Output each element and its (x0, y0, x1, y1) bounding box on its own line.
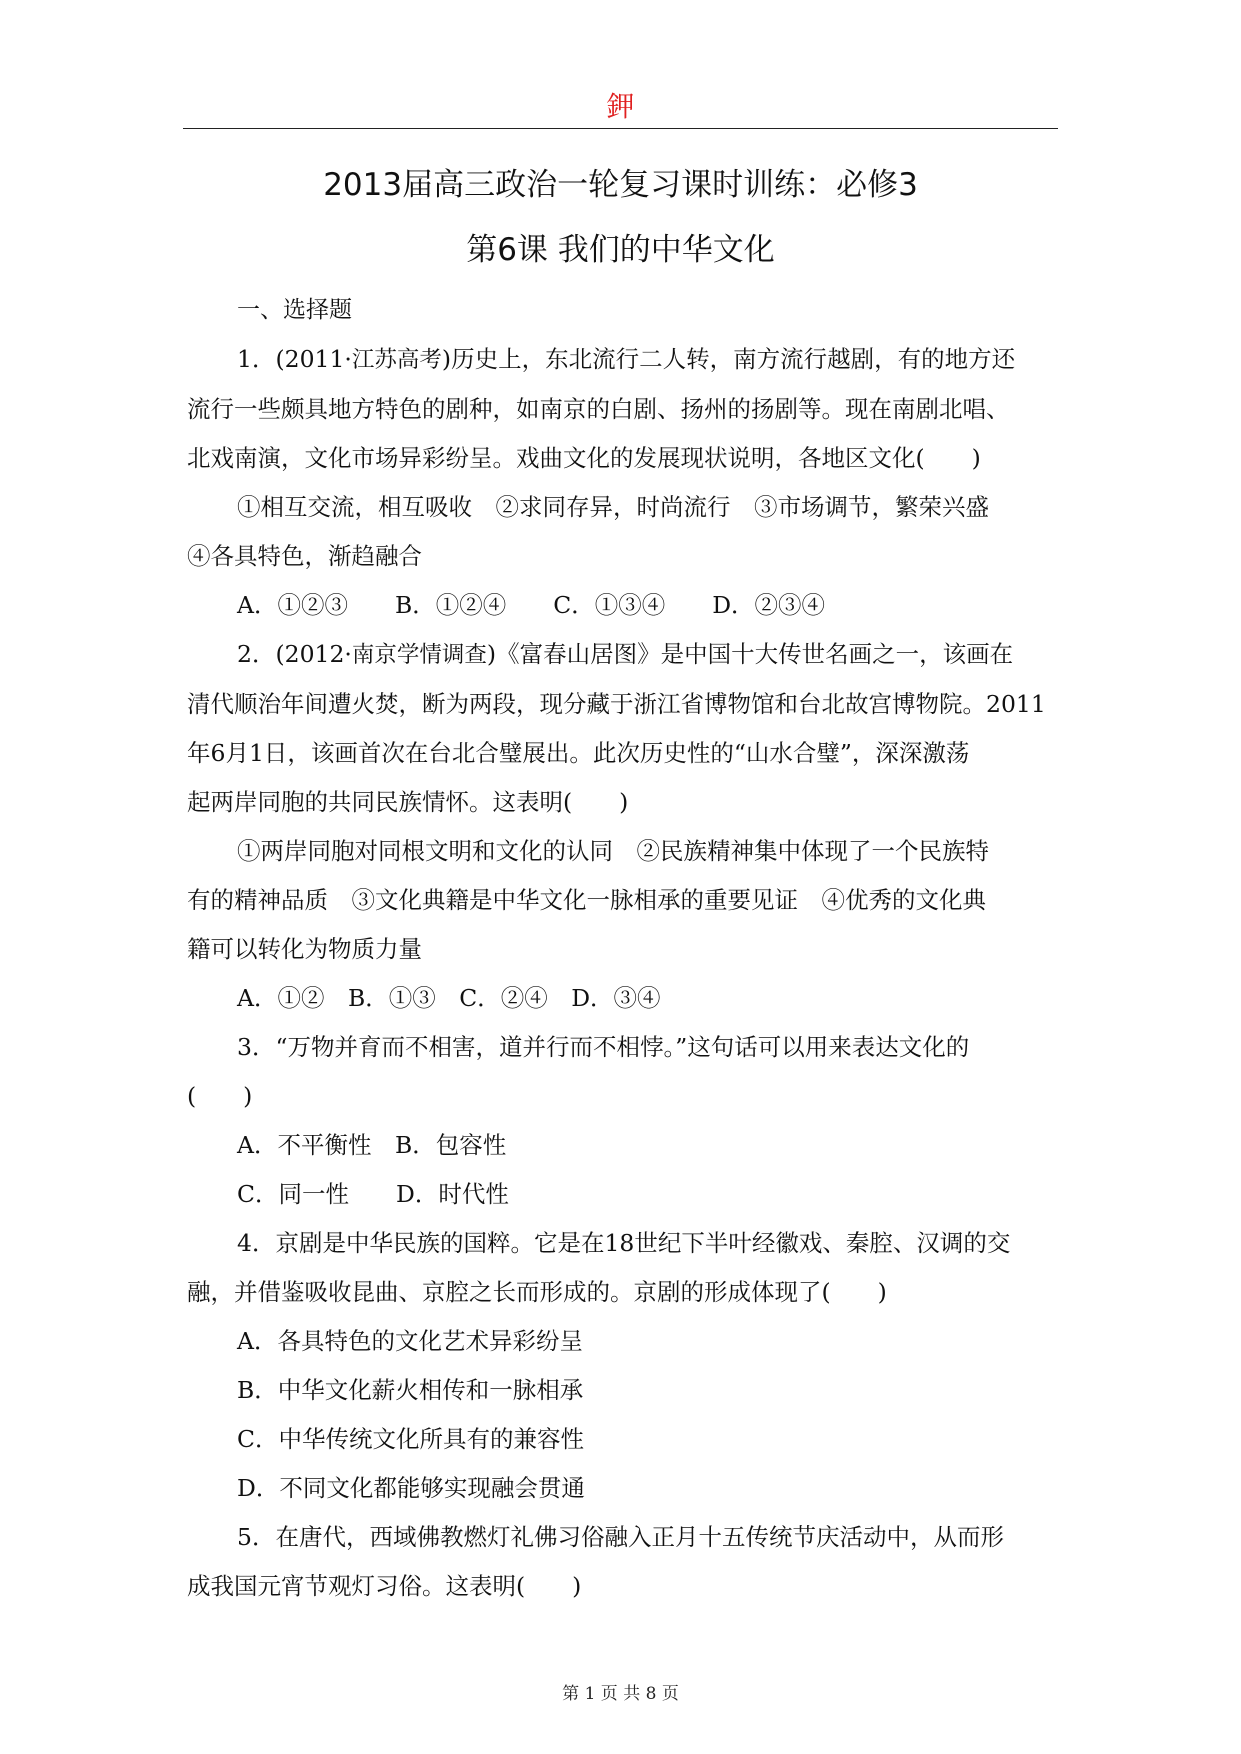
question-option: D．不同文化都能够实现融会贯通 (237, 1474, 585, 1502)
question-options: C．同一性 D．时代性 (237, 1180, 509, 1208)
question-stem-line: 成我国元宵节观灯习俗。这表明( ) (187, 1572, 582, 1600)
question-option: B．中华文化薪火相传和一脉相承 (237, 1376, 584, 1404)
question-4 (187, 1219, 1059, 1513)
page-footer: 第 1 页 共 8 页 (562, 1684, 679, 1704)
question-stem-line: 3．“万物并育而不相害，道并行而不相悖。”这句话可以用来表达文化的 (237, 1033, 970, 1061)
question-options: A．①② B．①③ C．②④ D．③④ (237, 984, 661, 1012)
question-stem-line: 5．在唐代，西域佛教燃灯礼佛习俗融入正月十五传统节庆活动中，从而形 (237, 1523, 1004, 1551)
question-stem-line: 融，并借鉴吸收昆曲、京腔之长而形成的。京剧的形成体现了( ) (187, 1278, 887, 1306)
question-stem-line: 流行一些颇具地方特色的剧种，如南京的白剧、扬州的扬剧等。现在南剧北唱、 (187, 395, 1010, 423)
question-stem-line: 2．(2012·南京学情调查)《富春山居图》是中国十大传世名画之一，该画在 (237, 640, 1014, 668)
question-stem-line: ( ) (187, 1082, 253, 1110)
question-items-line: 籍可以转化为物质力量 (187, 935, 422, 963)
question-3 (187, 1023, 1059, 1219)
question-stem-line: 北戏南演，文化市场异彩纷呈。戏曲文化的发展现状说明，各地区文化( ) (187, 444, 981, 472)
question-options: A．①②③ B．①②④ C．①③④ D．②③④ (237, 591, 826, 619)
question-stem-line: 4．京剧是中华民族的国粹。它是在18世纪下半叶经徽戏、秦腔、汉调的交 (237, 1229, 1011, 1257)
question-source: 江苏高考 (351, 347, 442, 373)
section-heading: 一、选择题 (237, 297, 352, 323)
document-body (187, 286, 1059, 1611)
header-mark: 鉀 (606, 90, 635, 123)
question-items-line: ④各具特色，渐趋融合 (187, 542, 422, 570)
question-option: C．中华传统文化所具有的兼容性 (237, 1425, 584, 1453)
question-options: A．不平衡性 B．包容性 (237, 1131, 507, 1159)
question-items-line: ①两岸同胞对同根文明和文化的认同 ②民族精神集中体现了一个民族特 (237, 837, 989, 865)
document-title: 2013届高三政治一轮复习课时训练：必修3 (323, 167, 918, 203)
header-rule (183, 128, 1058, 129)
question-source: 南京学情调查 (351, 642, 487, 668)
question-stem-line: 起两岸同胞的共同民族情怀。这表明( ) (187, 788, 629, 816)
question-option: A．各具特色的文化艺术异彩纷呈 (237, 1327, 583, 1355)
question-stem-line: 1．(2011·江苏高考)历史上，东北流行二人转，南方流行越剧，有的地方还 (237, 345, 1016, 373)
question-items-line: ①相互交流，相互吸收 ②求同存异，时尚流行 ③市场调节，繁荣兴盛 (237, 493, 989, 521)
question-1 (187, 335, 1059, 630)
question-stem-line: 年6月1日，该画首次在台北合璧展出。此次历史性的“山水合璧”，深深激荡 (187, 739, 970, 767)
lesson-title: 第6课 我们的中华文化 (466, 232, 775, 268)
question-items-line: 有的精神品质 ③文化典籍是中华文化一脉相承的重要见证 ④优秀的文化典 (187, 886, 986, 914)
question-5 (187, 1513, 1059, 1611)
question-stem-line: 清代顺治年间遭火焚，断为两段，现分藏于浙江省博物馆和台北故宫博物院。2011 (187, 690, 1046, 718)
question-2 (187, 630, 1059, 1023)
